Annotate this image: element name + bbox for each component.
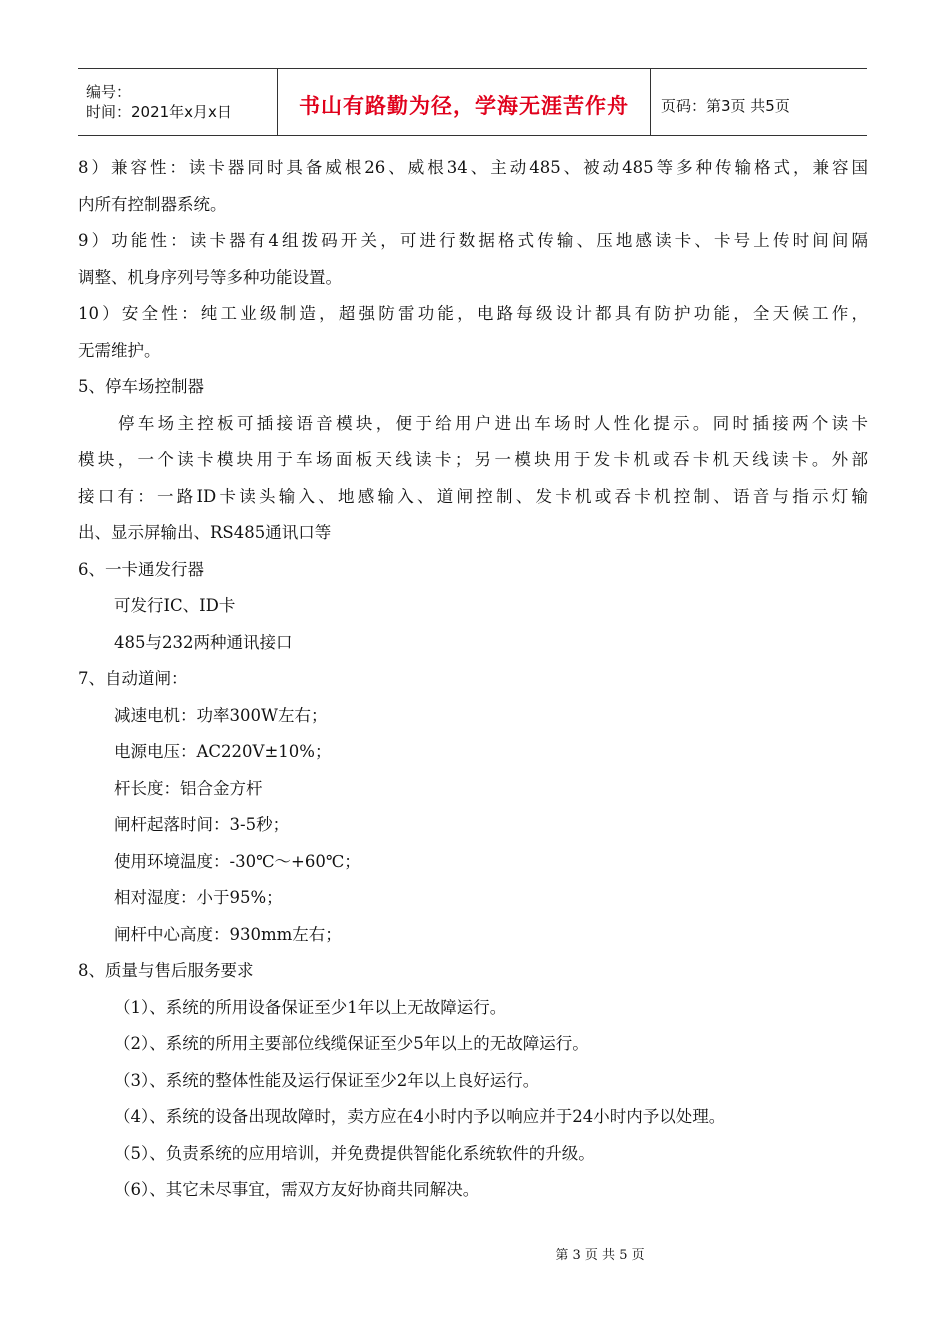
body-line: 10）安全性：纯工业级制造，超强防雷功能，电路每级设计都具有防护功能，全天候工作， xyxy=(78,304,868,323)
spec-line: 闸杆中心高度：930mm左右； xyxy=(114,924,342,944)
body-line: 停车场主控板可插接语音模块，便于给用户进出车场时人性化提示。同时插接两个读卡 xyxy=(118,413,868,433)
body-line: 模块，一个读卡模块用于车场面板天线读卡；另一模块用于发卡机或吞卡机天线读卡。外部 xyxy=(78,450,868,469)
body-line: 接口有：一路ID卡读头输入、地感输入、道闸控制、发卡机或吞卡机控制、语音与指示灯输 xyxy=(78,486,868,506)
document-body xyxy=(78,150,868,1209)
spec-line: 减速电机：功率300W左右； xyxy=(114,705,328,725)
body-line: 调整、机身序列号等多种功能设置。 xyxy=(78,267,342,287)
list-item: （4）、系统的设备出现故障时，卖方应在4小时内予以响应并于24小时内予以处理。 xyxy=(114,1107,726,1126)
section-heading: 6、一卡通发行器 xyxy=(78,559,204,579)
header-meta xyxy=(78,69,278,135)
spec-line: 杆长度：铝合金方杆 xyxy=(114,778,263,798)
section-heading: 5、停车场控制器 xyxy=(78,377,204,396)
header-motto: 书山有路勤为径，学海无涯苦作舟 xyxy=(278,69,651,135)
list-item: （1）、系统的所用设备保证至少1年以上无故障运行。 xyxy=(114,997,507,1017)
body-line: 9）功能性：读卡器有4组拨码开关，可进行数据格式传输、压地感读卡、卡号上传时间间隔 xyxy=(78,231,868,250)
list-item: （2）、系统的所用主要部位线缆保证至少5年以上的无故障运行。 xyxy=(114,1034,589,1053)
body-line: 485与232两种通讯接口 xyxy=(114,632,293,652)
body-line: 无需维护。 xyxy=(78,340,161,360)
spec-line: 使用环境温度：-30℃～+60℃； xyxy=(114,851,361,871)
spec-line: 闸杆起落时间：3-5秒； xyxy=(114,815,290,834)
list-item: （6）、其它未尽事宜，需双方友好协商共同解决。 xyxy=(114,1180,480,1199)
doc-time: 时间：2021年x月x日 xyxy=(86,103,232,121)
section-heading: 8、质量与售后服务要求 xyxy=(78,961,254,980)
spec-line: 电源电压：AC220V±10%； xyxy=(114,742,332,761)
body-line: 8）兼容性：读卡器同时具备威根26、威根34、主动485、被动485等多种传输格式，兼容国 xyxy=(78,158,868,177)
body-line: 可发行IC、ID卡 xyxy=(114,596,236,615)
body-line: 出、显示屏输出、RS485通讯口等 xyxy=(78,523,332,542)
body-line: 内所有控制器系统。 xyxy=(78,194,227,214)
page-header xyxy=(78,68,867,136)
spec-line: 相对湿度：小于95%； xyxy=(114,888,283,907)
page-footer: 第 3 页 共 5 页 xyxy=(555,1248,645,1263)
section-heading: 7、自动道闸： xyxy=(78,669,188,688)
list-item: （5）、负责系统的应用培训，并免费提供智能化系统软件的升级。 xyxy=(114,1143,595,1163)
doc-number: 编号： xyxy=(86,83,132,101)
header-page: 页码：第3页 共5页 xyxy=(661,96,790,115)
list-item: （3）、系统的整体性能及运行保证至少2年以上良好运行。 xyxy=(114,1070,540,1090)
